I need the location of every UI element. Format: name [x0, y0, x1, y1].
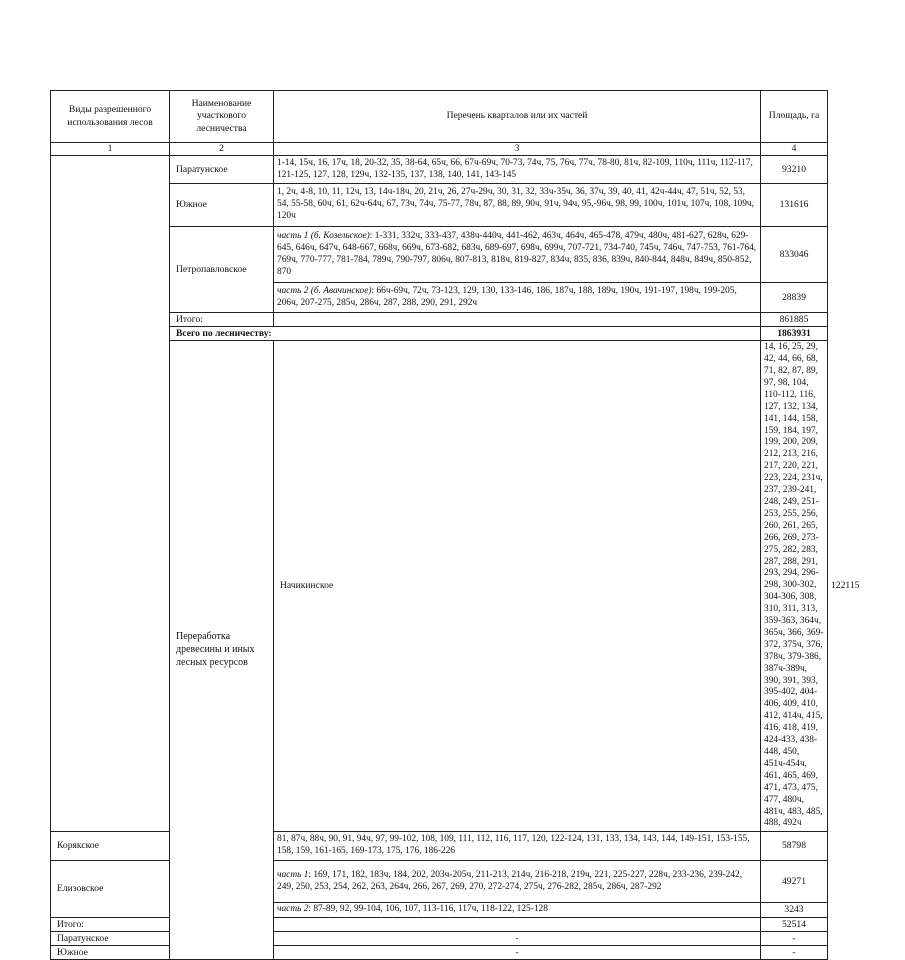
part-label: часть 2 (б. Авачинское)	[277, 285, 372, 296]
part-label: часть 1 (б. Козельское)	[277, 230, 370, 241]
area-value: 93210	[761, 156, 828, 184]
forestry-name: Южное	[170, 184, 274, 227]
subtotal-label: Итого:	[170, 313, 274, 327]
area-value: -	[761, 932, 828, 946]
part-quarters: : 66ч-69ч, 72ч, 73-123, 129, 130, 133-146, 186, 187ч, 188, 189ч, 190ч, 191-197, 198ч, 199-205, 206ч, 207-275, 285ч, 286ч, 287, 288, 290, 291, 292ч	[277, 285, 737, 308]
table-row	[51, 932, 828, 946]
part-quarters: : 169, 171, 182, 183ч, 184, 202, 203ч-205ч, 211-213, 214ч, 216-218, 219ч, 221, 225-227, 228ч, 233-236, 239-242, 249, 250, 253, 254, 262, 263, 264ч, 266, 267, 269, 270, 272-274, 275ч, 276-282, 285ч, 286ч, 287-292	[277, 869, 743, 892]
quarters-table	[50, 90, 860, 960]
quarters-list: 1, 2ч, 4-8, 10, 11, 12ч, 13, 14ч-18ч, 20, 21ч, 26, 27ч-29ч, 30, 31, 32, 33ч-35ч, 36, 37ч, 39, 40, 41, 42ч-44ч, 47, 51ч, 52, 53, 54, 55-58, 60ч, 61, 62ч-64ч, 67, 73ч, 74ч, 75-77, 78ч, 87, 88, 89, 90ч, 91ч, 94ч, 95,-96ч, 98, 99, 100ч, 101ч, 107ч, 108, 109ч, 120ч	[274, 184, 761, 227]
quarters-list: 14, 16, 25, 29, 42, 44, 66, 68, 71, 82, 87, 89, 97, 98, 104, 110-112, 116, 127, 132, 134, 141, 144, 158, 159, 184, 197, 199, 200, 209, 212, 213, 216, 217, 220, 221, 223, 224, 231ч, 237, 239-241, 248, 249, 251-253, 255, 256, 260, 261, 265, 266, 269, 273-275, 282, 283, 287, 288, 291, 293, 294, 296-298, 300-302, 304-306, 308, 310, 311, 313, 359-363, 364ч, 365ч, 366, 369-372, 375ч, 376, 378ч, 379-386, 387ч-389ч, 390, 391, 393, 395-402, 404-406, 409, 410, 412, 414ч, 415, 416, 418, 419, 424-433, 438-448, 450, 451ч-454ч, 461, 465, 469, 471, 473, 475, 477, 480ч, 481ч, 483, 485, 488, 492ч	[761, 341, 828, 832]
part-label: часть 1	[277, 869, 309, 880]
forestry-name: Южное	[51, 946, 170, 960]
area-value: 131616	[761, 184, 828, 227]
subtotal-row	[51, 918, 828, 932]
header-usage-types: Виды разрешенного использования лесов	[51, 91, 170, 143]
forestry-name: Начикинское	[274, 341, 761, 832]
part-label: часть 2	[277, 904, 309, 915]
total-area: 1863931	[761, 327, 828, 341]
quarters-list: -	[274, 932, 761, 946]
forestry-name: Паратунское	[51, 932, 170, 946]
area-value: 58798	[761, 832, 828, 861]
area-value: 3243	[761, 903, 828, 918]
area-value: -	[761, 946, 828, 960]
part-quarters: : 87-89, 92, 99-104, 106, 107, 113-116, 117ч, 118-122, 125-128	[308, 904, 548, 915]
table-row	[51, 832, 828, 861]
column-number: 3	[274, 143, 761, 156]
quarters-list: -	[274, 946, 761, 960]
forestry-name: Паратунское	[170, 156, 274, 184]
table-row	[51, 156, 828, 184]
quarters-list	[274, 283, 761, 313]
area-value: 28839	[761, 283, 828, 313]
empty-cell	[274, 918, 761, 932]
quarters-list: 81, 87ч, 88ч, 90, 91, 94ч, 97, 99-102, 108, 109, 111, 112, 116, 117, 120, 122-124, 131, 133, 134, 143, 144, 149-151, 153-155, 158, 159, 161-165, 169-173, 175, 176, 186-226	[274, 832, 761, 861]
forestry-name: Корякское	[51, 832, 170, 861]
area-value: 49271	[761, 861, 828, 903]
column-number: 4	[761, 143, 828, 156]
header-row	[51, 91, 828, 143]
usage-type-cell	[51, 156, 170, 832]
column-numbers-row	[51, 143, 828, 156]
table-row: Переработка древесины и иных лесных ресурсов Начикинское 14, 16, 25, 29, 42, 44, 66, 68, 71, 82, 87, 89, 97, 98, 104, 110-112, 116, 127, 132, 134, 141, 144, 158, 159, 184, 197, 199, 200, 209, 212, 213, 216, 217, 220, 221, 223, 224, 231ч, 237, 239-241, 248, 249, 251-253, 255, 256, 260, 261, 265, 266, 269, 273-275, 282, 283, 287, 288, 291, 293, 294, 296-298, 300-302, 304-306, 308, 310, 311, 313, 359-363, 364ч, 365ч, 366, 369-372, 375ч, 376, 378ч, 379-386, 387ч-389ч, 390, 391, 393, 395-402, 404-406, 409, 410, 412, 414ч, 415, 416, 418, 419, 424-433, 438-448, 450, 451ч-454ч, 461, 465, 469, 471, 473, 475, 477, 480ч, 481ч, 483, 485, 488, 492ч 122115	[51, 341, 828, 832]
quarters-list	[274, 227, 761, 283]
table-row	[51, 861, 828, 903]
usage-type: Переработка древесины и иных лесных ресурсов	[170, 341, 274, 960]
quarters-list	[274, 903, 761, 918]
subtotal-area: 52514	[761, 918, 828, 932]
forestry-name: Петропавловское	[170, 227, 274, 313]
empty-cell	[274, 313, 761, 327]
header-quarters-list: Перечень кварталов или их частей	[274, 91, 761, 143]
quarters-list	[274, 861, 761, 903]
forestry-name: Елизовское	[51, 861, 170, 918]
header-area: Площадь, га	[761, 91, 828, 143]
total-label: Всего по лесничеству:	[170, 327, 761, 341]
table-row	[51, 946, 828, 960]
column-number: 2	[170, 143, 274, 156]
subtotal-area: 861885	[761, 313, 828, 327]
part-quarters: : 1-331, 332ч, 333-437, 438ч-440ч, 441-462, 463ч, 464ч, 465-478, 479ч, 480ч, 481-627, 628ч, 629-645, 646ч, 647ч, 648-667, 668ч, 669ч, 673-682, 683ч, 689-697, 698ч, 699ч, 707-721, 734-740, 745ч, 746ч, 747-753, 761-764, 769ч, 770-777, 781-784, 789ч, 790-797, 806ч, 807-813, 818ч, 819-827, 834ч, 835, 836, 839ч, 840-844, 848ч, 849ч, 850-852, 870	[277, 230, 757, 277]
column-number: 1	[51, 143, 170, 156]
area-value: 833046	[761, 227, 828, 283]
header-forestry-name: Наименование участкового лесничества	[170, 91, 274, 143]
subtotal-label: Итого:	[51, 918, 170, 932]
quarters-list: 1-14, 15ч, 16, 17ч, 18, 20-32, 35, 38-64, 65ч, 66, 67ч-69ч, 70-73, 74ч, 75, 76ч, 77ч, 78-80, 81ч, 82-109, 110ч, 111ч, 112-117, 121-125, 127, 128, 129ч, 132-135, 137, 138, 140, 141, 143-145	[274, 156, 761, 184]
